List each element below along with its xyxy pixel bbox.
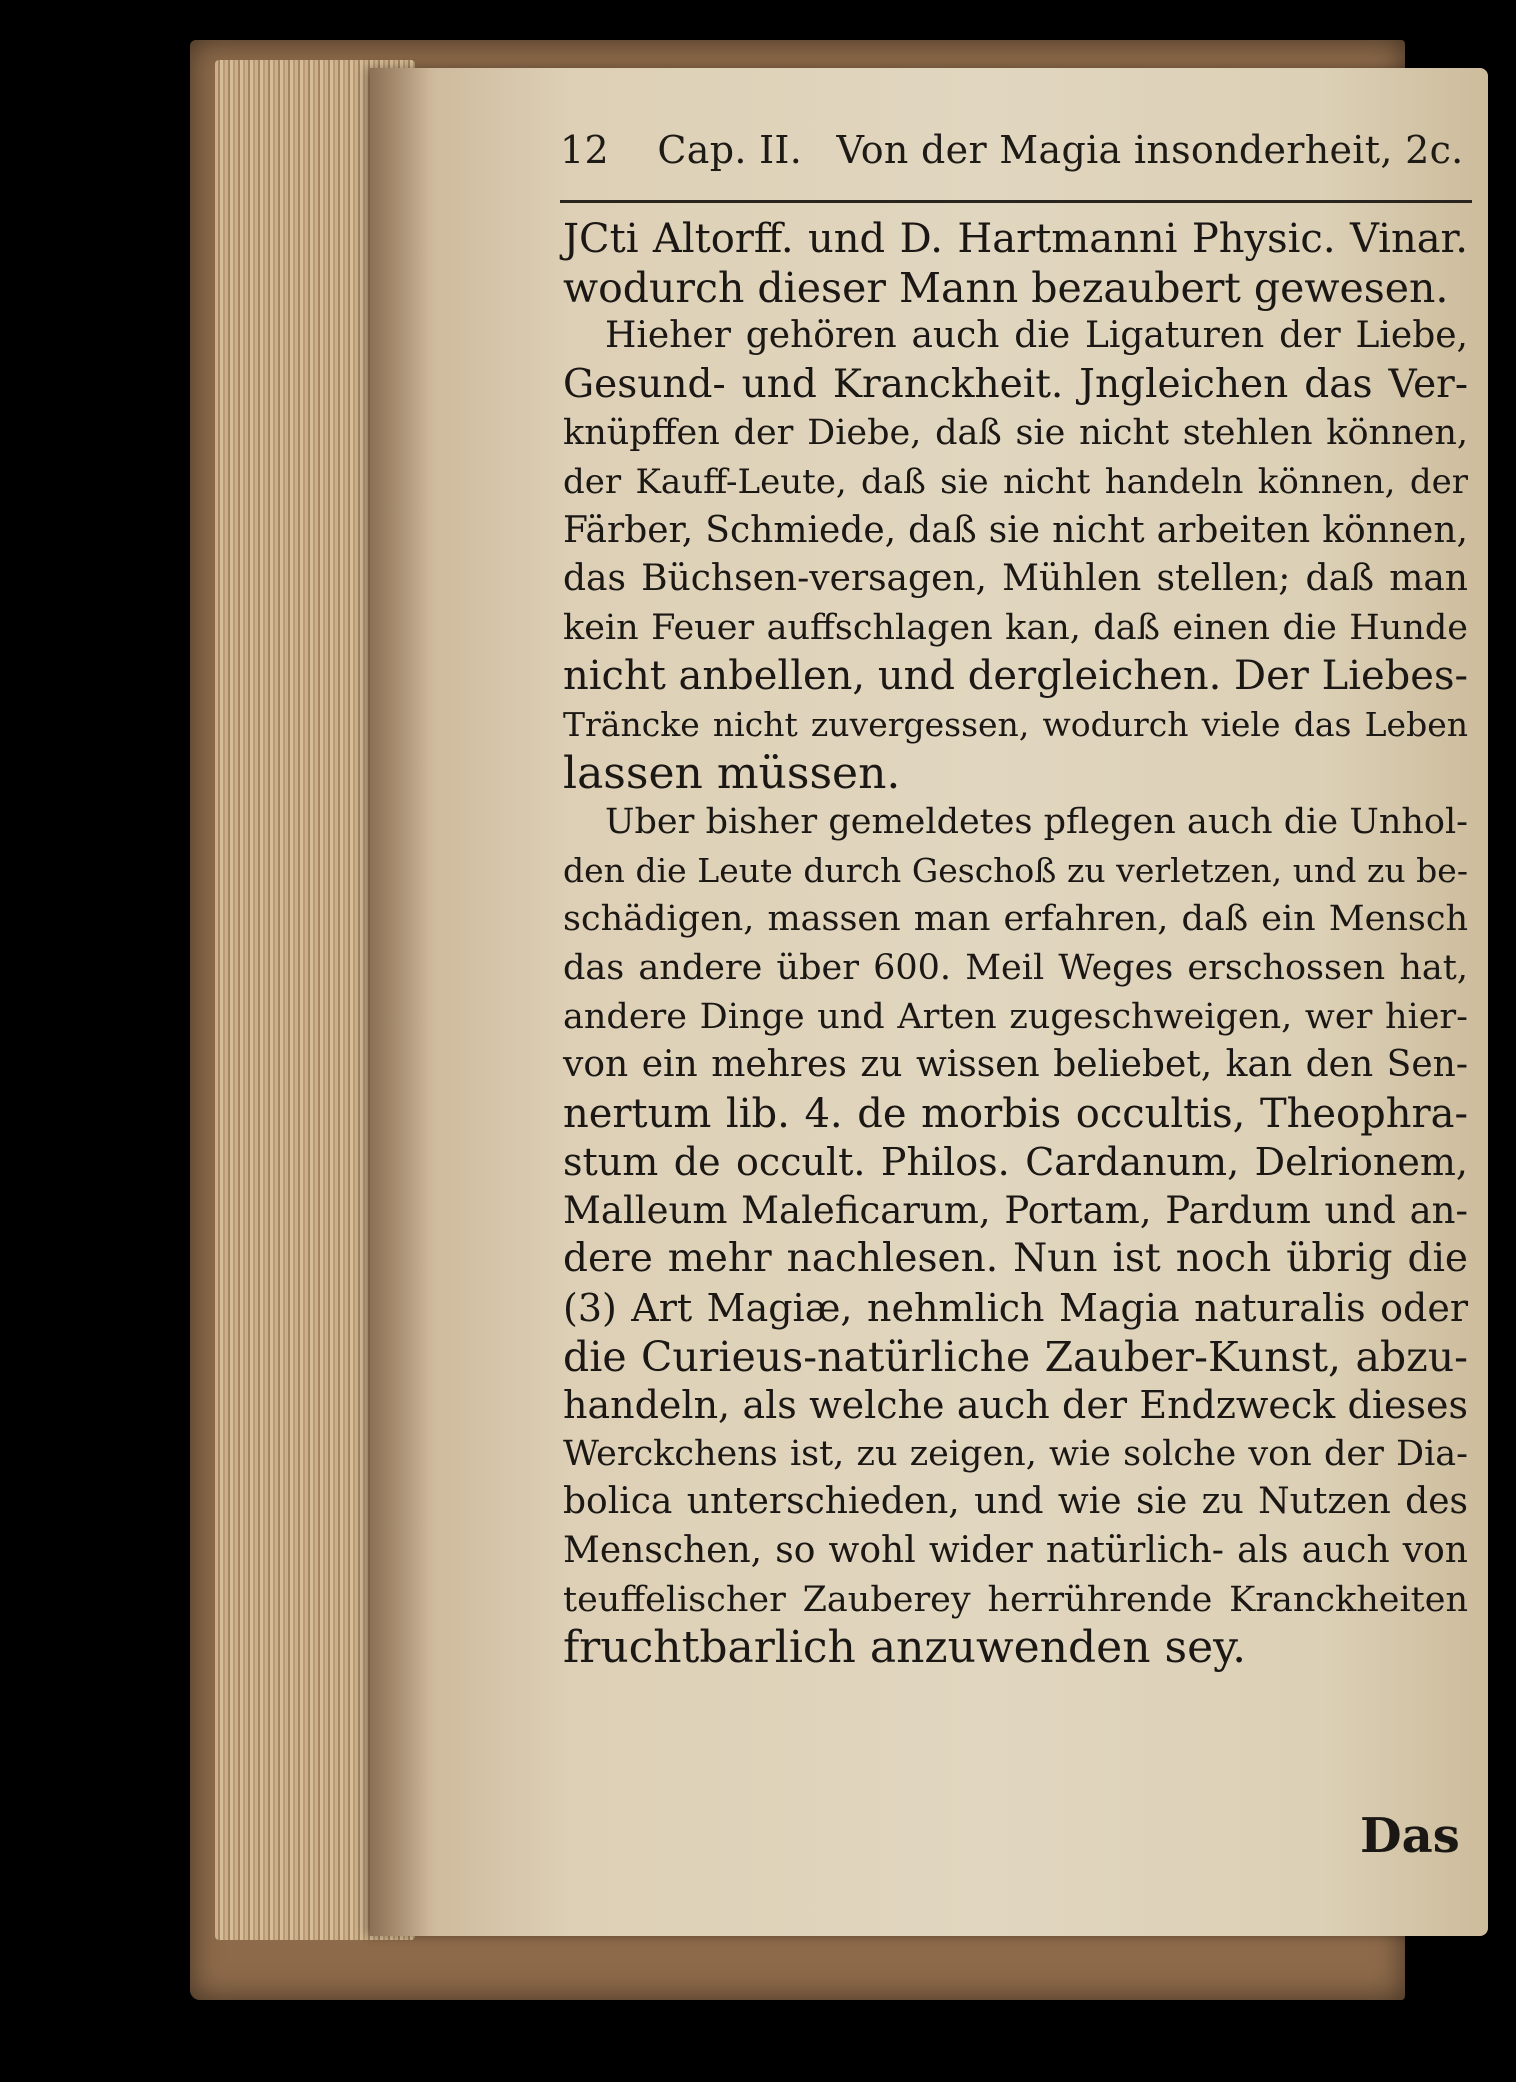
text-line: der Kauff-Leute, daß sie nicht handeln können, der bbox=[563, 461, 1468, 502]
gutter-shadow bbox=[370, 68, 430, 1936]
running-title: Von der Magia insonderheit, 2c. bbox=[836, 128, 1464, 172]
text-line: nertum lib. 4. de morbis occultis, Theophra- bbox=[563, 1090, 1468, 1137]
text-line: das andere über 600. Meil Weges erschossen hat, bbox=[563, 947, 1468, 988]
text-line: handeln, als welche auch der Endzweck dieses bbox=[563, 1383, 1468, 1428]
text-line: Menschen, so wohl wider natürlich- als auch von bbox=[563, 1530, 1468, 1572]
text-line: dere mehr nachlesen. Nun ist noch übrig die bbox=[563, 1236, 1468, 1282]
text-line: wodurch dieser Mann bezaubert gewesen. bbox=[563, 263, 1449, 312]
text-line: JCti Altorff. und D. Hartmanni Physic. Vinar. bbox=[563, 216, 1468, 262]
text-line: Träncke nicht zuvergessen, wodurch viele das Leben bbox=[563, 704, 1468, 744]
text-line: andere Dinge und Arten zugeschweigen, wer hier- bbox=[563, 996, 1468, 1037]
text-line: stum de occult. Philos. Cardanum, Delrionem, bbox=[563, 1140, 1468, 1185]
running-header bbox=[560, 128, 1465, 188]
text-line: Malleum Maleficarum, Portam, Pardum und an- bbox=[563, 1188, 1468, 1232]
chapter-label: Cap. II. bbox=[657, 128, 803, 172]
text-line: schädigen, massen man erfahren, daß ein Mensch bbox=[563, 899, 1468, 940]
text-line: Gesund- und Kranckheit. Jngleichen das Ver- bbox=[563, 361, 1468, 407]
text-line: (3) Art Magiæ, nehmlich Magia naturalis oder bbox=[563, 1286, 1468, 1331]
text-line: knüpffen der Diebe, daß sie nicht stehlen können, bbox=[563, 413, 1468, 454]
text-line: Hieher gehören auch die Ligaturen der Liebe, bbox=[605, 315, 1468, 357]
text-line: kein Feuer auffschlagen kan, daß einen die Hunde bbox=[563, 607, 1468, 648]
text-line: Färber, Schmiede, daß sie nicht arbeiten können, bbox=[563, 509, 1468, 551]
text-line: nicht anbellen, und dergleichen. Der Liebes- bbox=[563, 653, 1468, 700]
text-line: den die Leute durch Geschoß zu verletzen, und zu be- bbox=[563, 850, 1468, 890]
text-line: Uber bisher gemeldetes pflegen auch die Unhol- bbox=[605, 802, 1468, 843]
text-line: lassen müssen. bbox=[563, 747, 901, 799]
text-line: die Curieus-natürliche Zauber-Kunst, abzu- bbox=[563, 1332, 1468, 1381]
text-line: Werckchens ist, zu zeigen, wie solche von der Dia- bbox=[563, 1433, 1468, 1474]
body-text bbox=[563, 215, 1468, 1673]
text-line: bolica unterschieden, und wie sie zu Nutzen des bbox=[563, 1481, 1468, 1523]
catchword: Das bbox=[1360, 1808, 1460, 1864]
page-number: 12 bbox=[560, 128, 609, 172]
text-line: das Büchsen-versagen, Mühlen stellen; daß man bbox=[563, 558, 1468, 600]
text-line: teuffelischer Zauberey herrührende Kranckheiten bbox=[563, 1579, 1468, 1620]
text-line: fruchtbarlich anzuwenden sey. bbox=[563, 1622, 1247, 1674]
header-rule bbox=[560, 200, 1472, 203]
text-line: von ein mehres zu wissen beliebet, kan den Sen- bbox=[563, 1044, 1468, 1086]
